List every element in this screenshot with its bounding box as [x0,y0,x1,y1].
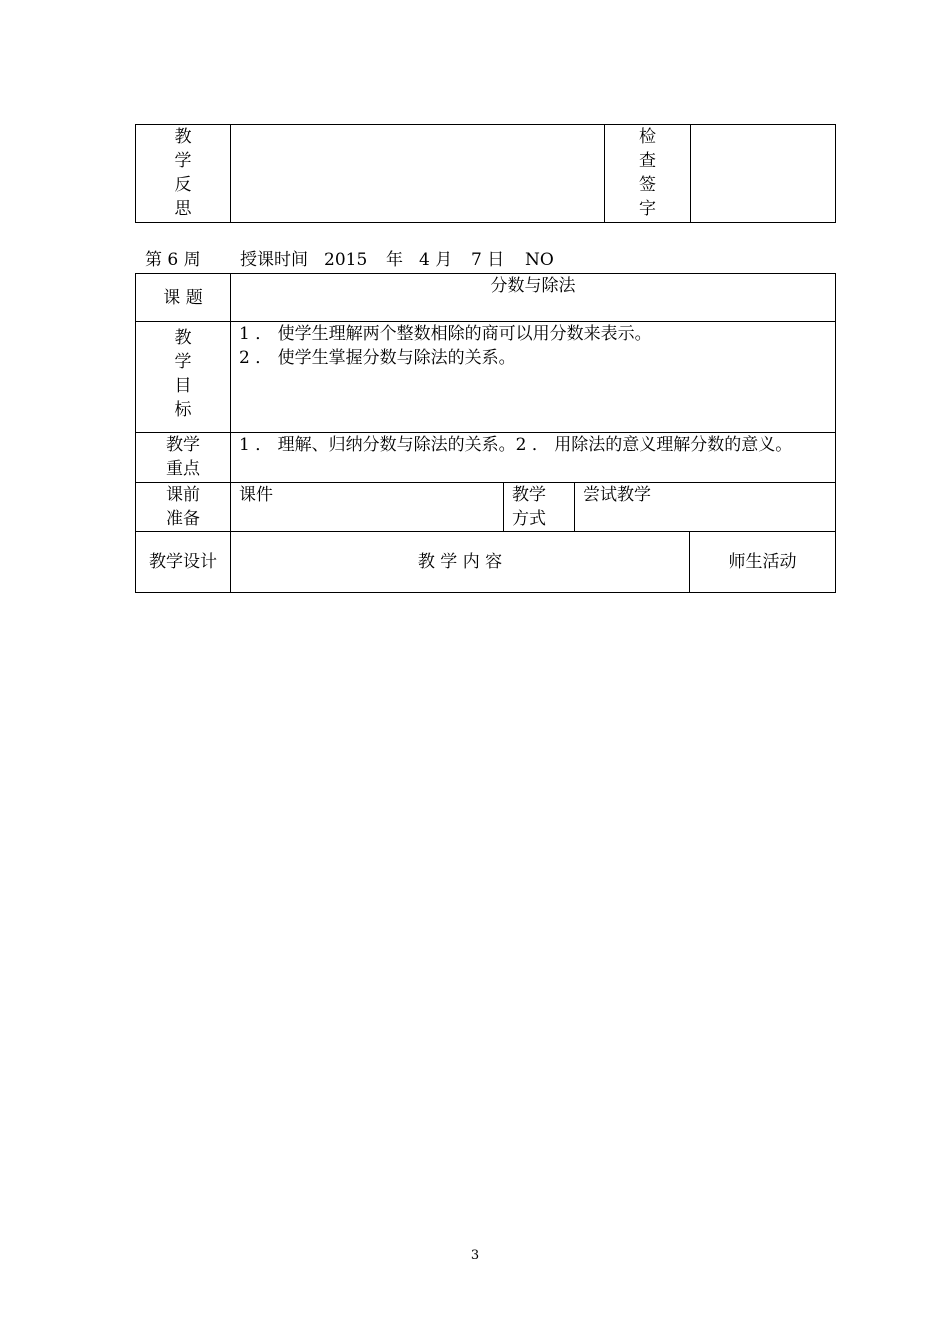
topic-label: 课 题 [136,274,231,322]
year-value: 2015 [324,250,368,270]
topic-value: 分数与除法 [231,274,836,322]
goal-label: 教 学 目 标 [136,322,231,433]
month-value: 4 月 [419,250,453,270]
method-label: 教学 方式 [504,483,575,532]
method-value: 尝试教学 [575,483,836,532]
week-label: 第 6 周 [145,250,201,270]
activity-label: 师生活动 [690,532,836,593]
time-label: 授课时间 [240,250,308,270]
check-signature-label: 检 查 签 字 [605,125,691,223]
goal-item: 2 ． 使学生掌握分数与除法的关系。 [239,348,516,368]
design-label: 教学设计 [136,532,231,593]
key-points-value: 1 ． 理解、归纳分数与除法的关系。2 ． 用除法的意义理解分数的意义。 [231,433,836,483]
preparation-label: 课前 准备 [136,483,231,532]
content-label: 教 学 内 容 [231,532,690,593]
lesson-table [135,273,836,593]
goal-item: 1 ． 使学生理解两个整数相除的商可以用分数来表示。 [239,324,652,344]
reflection-label: 教 学 反 思 [136,125,231,223]
check-signature-content [691,125,836,223]
no-label: NO [525,250,554,270]
goal-list [231,322,836,433]
page-number: 3 [470,1248,480,1263]
reflection-content [231,125,605,223]
reflection-table [135,124,836,223]
preparation-value: 课件 [231,483,504,532]
day-value: 7 日 [471,250,505,270]
lesson-meta-line [145,248,554,272]
year-unit: 年 [386,250,403,270]
key-points-label: 教学 重点 [136,433,231,483]
